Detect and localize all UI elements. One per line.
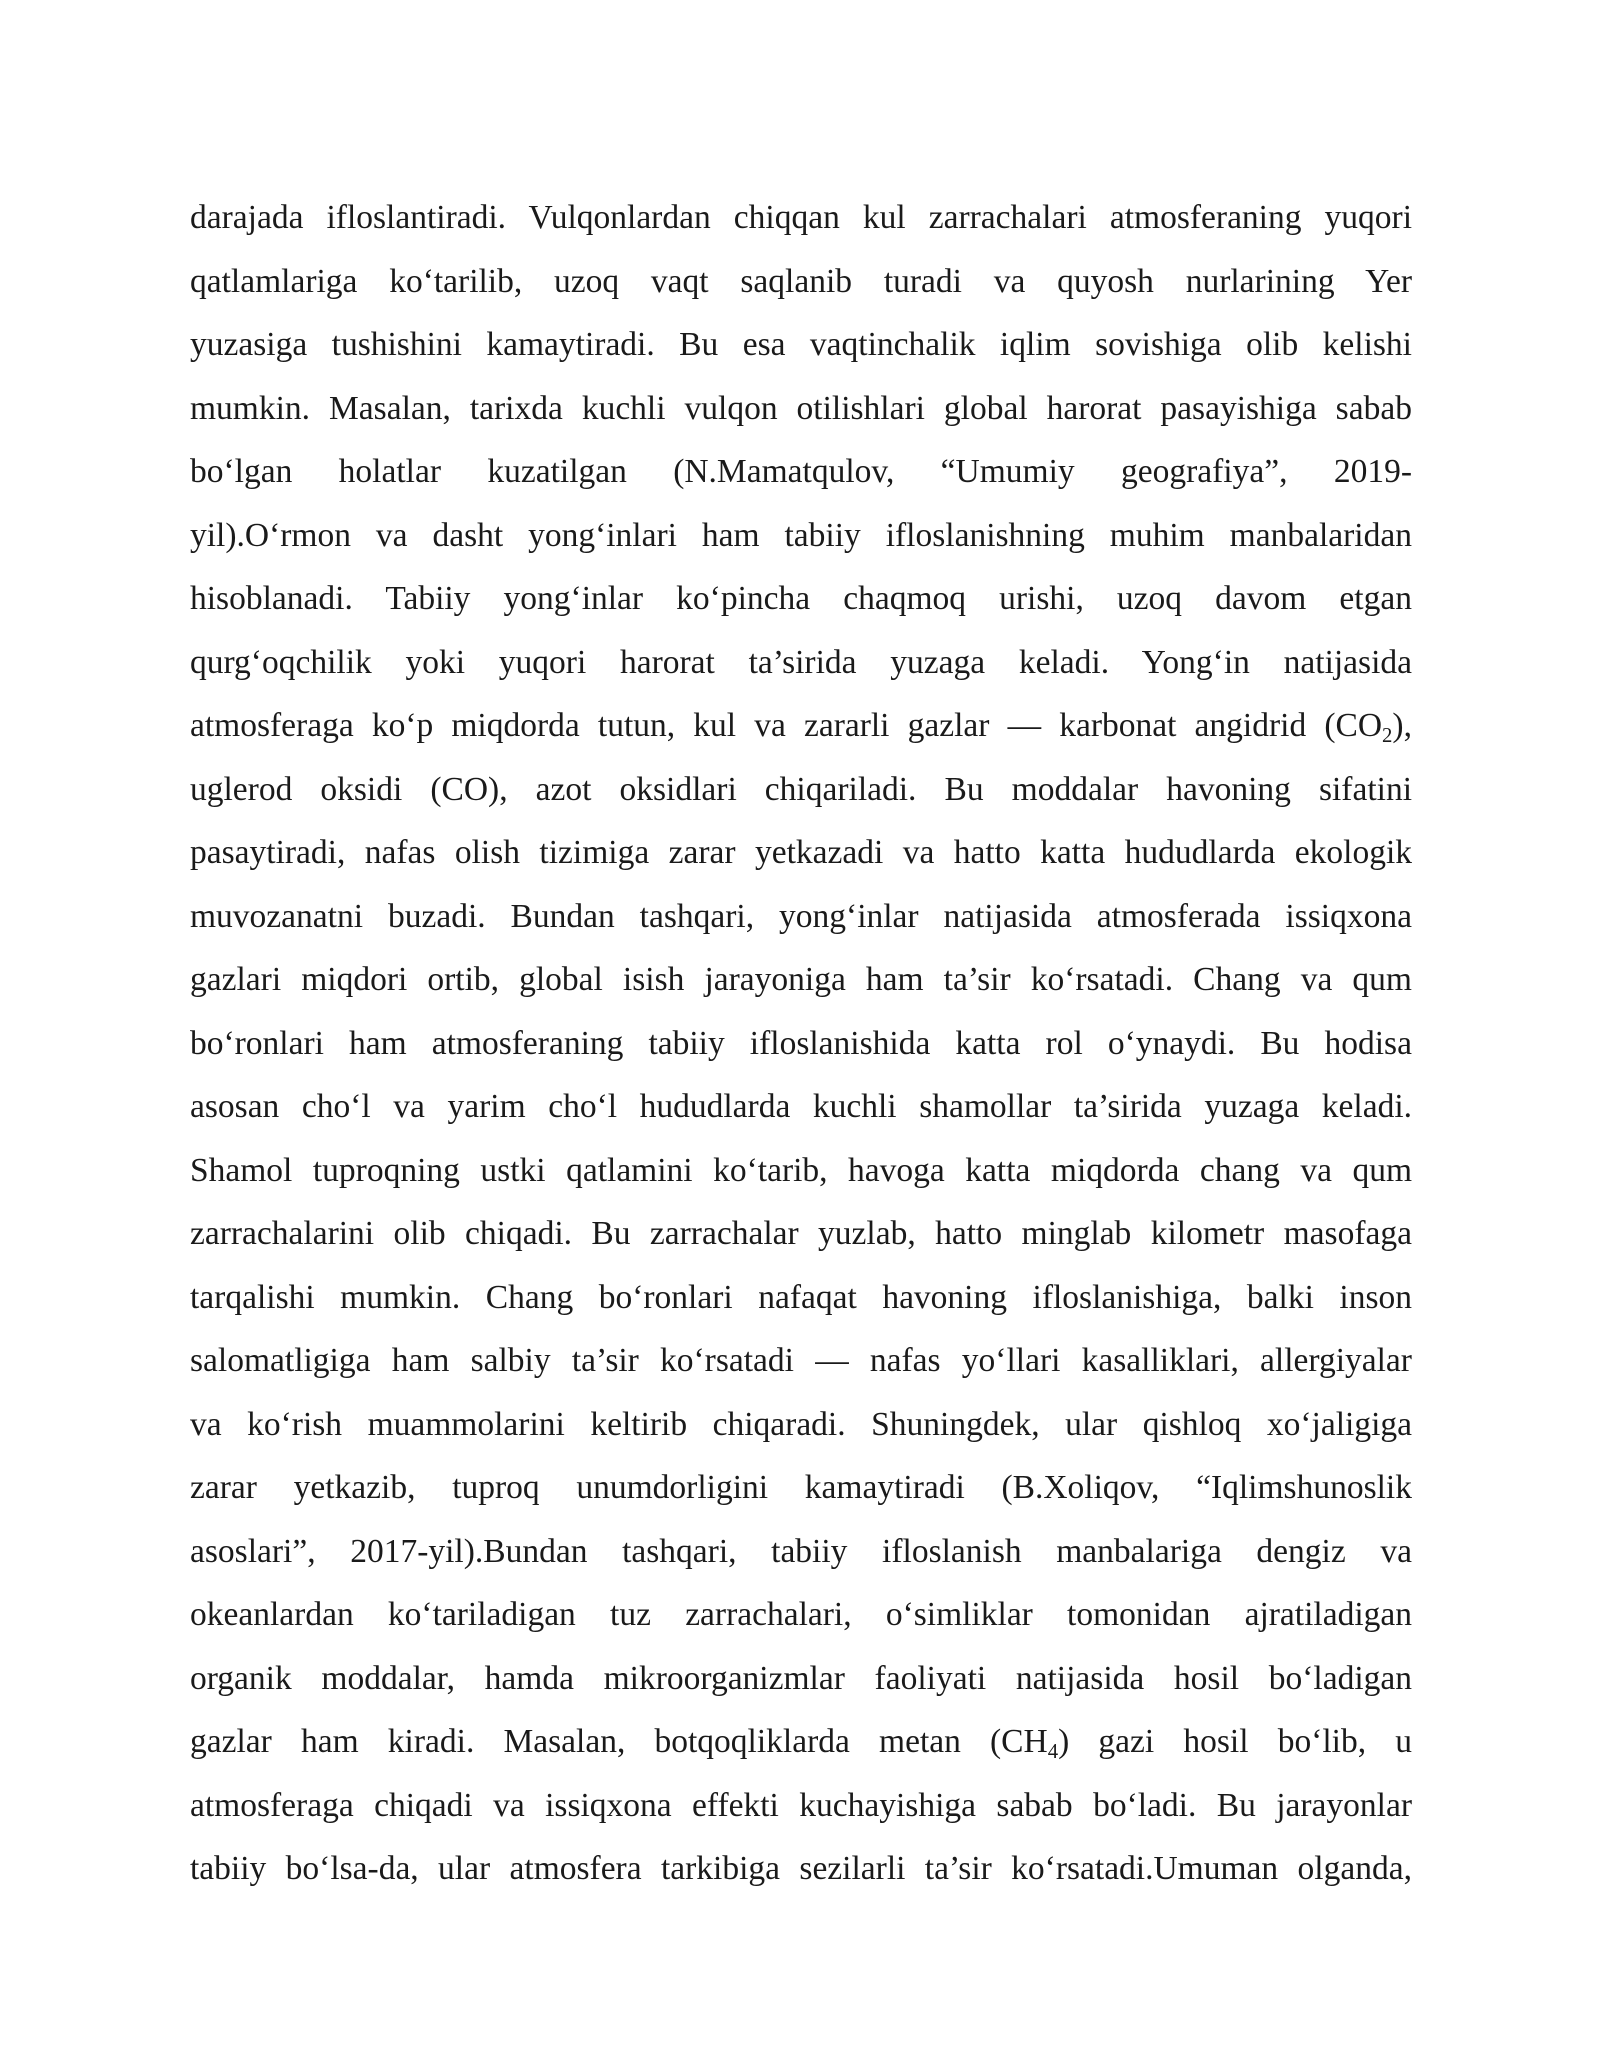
text-segment: gazlari miqdori ortib, global isish jarayoniga ham ta’sir ko‘rsatadi. Chang va qum (190, 961, 1412, 998)
text-segment: hisoblanadi. Tabiiy yong‘inlar ko‘pincha chaqmoq urishi, uzoq davom etgan (190, 580, 1412, 617)
text-segment: salomatligiga ham salbiy ta’sir ko‘rsatadi — nafas yo‘llari kasalliklari, allergiyalar (190, 1342, 1412, 1379)
text-segment: darajada ifloslantiradi. Vulqonlardan chiqqan kul zarrachalari atmosferaning yuqori (190, 199, 1413, 236)
text-segment: organik moddalar, hamda mikroorganizmlar faoliyati natijasida hosil bo‘ladigan (190, 1659, 1413, 1697)
subscript: 4 (1047, 1739, 1059, 1763)
text-segment: qatlamlariga ko‘tarilib, uzoq vaqt saqlanib turadi va quyosh nurlarining Yer (190, 262, 1412, 300)
text-line (190, 1774, 1412, 1838)
text-segment: uglerod oksidi (CO), azot oksidlari chiqariladi. Bu moddalar havoning sifatini (190, 770, 1413, 808)
text-line (190, 1710, 1412, 1774)
text-segment: asosan cho‘l va yarim cho‘l hududlarda kuchli shamollar ta’sirida yuzaga keladi. (190, 1088, 1413, 1125)
text-segment: bo‘lgan holatlar kuzatilgan (N.Mamatqulov, “Umumiy geografiya”, 2019- (190, 453, 1412, 490)
text-line (190, 1139, 1412, 1203)
text-line (190, 1075, 1412, 1139)
text-segment: asoslari”, 2017-yil).Bundan tashqari, tabiiy ifloslanish manbalariga dengiz va (190, 1532, 1412, 1570)
text-line (190, 567, 1412, 631)
text-segment: yuzasiga tushishini kamaytiradi. Bu esa vaqtinchalik iqlim sovishiga olib kelishi (190, 326, 1412, 363)
text-line (190, 694, 1412, 758)
text-line (190, 758, 1412, 822)
text-line (190, 186, 1412, 250)
text-line (190, 1583, 1412, 1647)
text-line (190, 1202, 1412, 1266)
text-segment: va ko‘rish muammolarini keltirib chiqaradi. Shuningdek, ular qishloq xo‘jaligiga (190, 1405, 1413, 1443)
text-segment: Shamol tuproqning ustki qatlamini ko‘tarib, havoga katta miqdorda chang va qum (190, 1151, 1413, 1189)
text-segment: ), (1392, 707, 1412, 744)
text-segment: tabiiy bo‘lsa-da, ular atmosfera tarkibiga sezilarli ta’sir ko‘rsatadi.Umuman olganda, (190, 1850, 1412, 1887)
text-line (190, 948, 1412, 1012)
text-segment: tarqalishi mumkin. Chang bo‘ronlari nafaqat havoning ifloslanishiga, balki inson (190, 1278, 1413, 1316)
text-segment: mumkin. Masalan, tarixda kuchli vulqon otilishlari global harorat pasayishiga sabab (190, 389, 1412, 427)
text-segment: atmosferaga ko‘p miqdorda tutun, kul va zararli gazlar — karbonat angidrid (CO (190, 707, 1383, 744)
text-segment: qurg‘oqchilik yoki yuqori harorat ta’sirida yuzaga keladi. Yong‘in natijasida (190, 643, 1413, 681)
text-segment: zarar yetkazib, tuproq unumdorligini kamaytiradi (B.Xoliqov, “Iqlimshunoslik (190, 1469, 1412, 1506)
text-line (190, 1393, 1412, 1457)
text-line (190, 440, 1412, 504)
text-line (190, 885, 1412, 949)
text-line (190, 1837, 1412, 1901)
text-line (190, 313, 1412, 377)
text-line (190, 504, 1412, 568)
text-segment: zarrachalarini olib chiqadi. Bu zarrachalar yuzlab, hatto minglab kilometr masofaga (190, 1215, 1412, 1252)
text-line (190, 250, 1412, 314)
text-line (190, 1012, 1412, 1076)
text-segment: gazlar ham kiradi. Masalan, botqoqliklarda metan (CH (190, 1723, 1048, 1760)
text-line (190, 1520, 1412, 1584)
text-segment: bo‘ronlari ham atmosferaning tabiiy ifloslanishida katta rol o‘ynaydi. Bu hodisa (190, 1024, 1412, 1062)
text-line (190, 1266, 1412, 1330)
text-segment: atmosferaga chiqadi va issiqxona effekti kuchayishiga sabab bo‘ladi. Bu jarayonlar (190, 1786, 1413, 1824)
text-line (190, 821, 1412, 885)
text-line (190, 377, 1412, 441)
body-text (190, 186, 1412, 1901)
text-line (190, 631, 1412, 695)
text-segment: pasaytiradi, nafas olish tizimiga zarar yetkazadi va hatto katta hududlarda ekologik (190, 834, 1413, 871)
text-segment: muvozanatni buzadi. Bundan tashqari, yong‘inlar natijasida atmosferada issiqxona (190, 897, 1412, 935)
text-line (190, 1647, 1412, 1711)
text-segment: okeanlardan ko‘tariladigan tuz zarrachalari, o‘simliklar tomonidan ajratiladigan (190, 1596, 1412, 1633)
text-line (190, 1329, 1412, 1393)
subscript: 2 (1382, 723, 1393, 747)
text-line (190, 1456, 1412, 1520)
text-segment: ) gazi hosil bo‘lib, u (1058, 1723, 1412, 1760)
text-segment: yil).O‘rmon va dasht yong‘inlari ham tabiiy ifloslanishning muhim manbalaridan (190, 516, 1412, 554)
